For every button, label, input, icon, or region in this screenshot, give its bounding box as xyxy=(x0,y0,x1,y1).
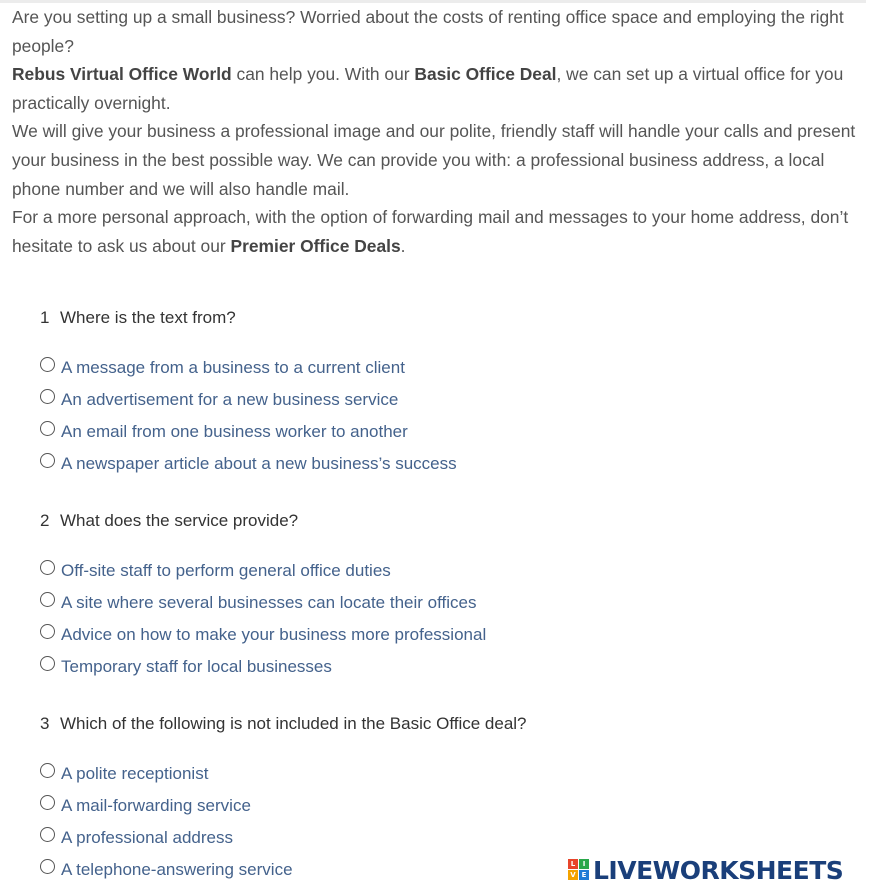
question-3-title xyxy=(40,714,527,734)
logo-letter: L xyxy=(568,859,578,869)
passage-text: can help you. With our xyxy=(231,64,415,85)
question-1-option-2[interactable] xyxy=(40,389,398,413)
option-label[interactable]: A mail-forwarding service xyxy=(61,796,251,815)
logo-text: LIVEWORKSHEETS xyxy=(593,855,844,885)
question-3-option-4[interactable] xyxy=(40,859,293,883)
question-3-option-1[interactable] xyxy=(40,763,208,787)
radio-button[interactable] xyxy=(40,795,55,810)
option-label[interactable]: Temporary staff for local businesses xyxy=(61,657,332,676)
logo-mark-icon xyxy=(568,859,590,881)
option-label[interactable]: A site where several businesses can locate their offices xyxy=(61,593,477,612)
passage-paragraph-2 xyxy=(12,60,862,117)
question-1-option-4[interactable] xyxy=(40,453,457,477)
basic-deal-name: Basic Office Deal xyxy=(414,64,557,85)
question-number: 2 xyxy=(40,511,50,530)
radio-button[interactable] xyxy=(40,827,55,842)
logo-letter: E xyxy=(579,870,589,880)
question-2-option-2[interactable] xyxy=(40,592,476,616)
radio-button[interactable] xyxy=(40,421,55,436)
question-1-title xyxy=(40,308,236,328)
question-number: 3 xyxy=(40,714,50,733)
option-label[interactable]: Off-site staff to perform general office duties xyxy=(61,561,391,580)
radio-button[interactable] xyxy=(40,389,55,404)
question-2-option-4[interactable] xyxy=(40,656,332,680)
radio-button[interactable] xyxy=(40,859,55,874)
option-label[interactable]: Advice on how to make your business more professional xyxy=(61,625,487,644)
question-number: 1 xyxy=(40,308,50,327)
liveworksheets-logo xyxy=(568,854,843,886)
radio-button[interactable] xyxy=(40,560,55,575)
passage-text: . xyxy=(400,235,406,256)
option-label[interactable]: An email from one business worker to another xyxy=(61,422,408,441)
passage-paragraph-1: Are you setting up a small business? Worried about the costs of renting office space and employing the right people? xyxy=(12,7,844,56)
premier-deal-name: Premier Office Deals xyxy=(230,235,401,256)
question-text: Which of the following is not included in the Basic Office deal? xyxy=(60,714,527,733)
reading-passage xyxy=(12,3,862,260)
option-label[interactable]: A professional address xyxy=(61,828,233,847)
passage-text: For a more personal approach, with the option of forwarding mail and messages to your home address, don’t hesitate to ask us about our xyxy=(12,207,849,256)
logo-letter: I xyxy=(579,859,589,869)
question-1-option-1[interactable] xyxy=(40,357,405,381)
passage-text: , we can set up a virtual office for you practically overnight. xyxy=(12,64,844,113)
question-2-option-1[interactable] xyxy=(40,560,391,584)
question-2-option-3[interactable] xyxy=(40,624,486,648)
question-text: What does the service provide? xyxy=(60,511,299,530)
company-name: Rebus Virtual Office World xyxy=(12,64,232,85)
option-label[interactable]: A newspaper article about a new business’s success xyxy=(61,454,457,473)
question-text: Where is the text from? xyxy=(60,308,236,327)
radio-button[interactable] xyxy=(40,624,55,639)
question-3-option-3[interactable] xyxy=(40,827,233,851)
radio-button[interactable] xyxy=(40,592,55,607)
option-label[interactable]: A polite receptionist xyxy=(61,764,209,783)
radio-button[interactable] xyxy=(40,763,55,778)
question-2-title xyxy=(40,511,298,531)
option-label[interactable]: A telephone-answering service xyxy=(61,860,293,879)
option-label[interactable]: A message from a business to a current client xyxy=(61,358,405,377)
radio-button[interactable] xyxy=(40,453,55,468)
passage-paragraph-3: We will give your business a professional image and our polite, friendly staff will handle your calls and present your business in the best possible way. We can provide you with: a professional business address, a local phone number and we will also handle mail. xyxy=(12,121,856,199)
radio-button[interactable] xyxy=(40,357,55,372)
passage-paragraph-4 xyxy=(12,203,862,260)
radio-button[interactable] xyxy=(40,656,55,671)
question-1-option-3[interactable] xyxy=(40,421,408,445)
option-label[interactable]: An advertisement for a new business service xyxy=(61,390,399,409)
logo-letter: V xyxy=(568,870,578,880)
question-3-option-2[interactable] xyxy=(40,795,251,819)
